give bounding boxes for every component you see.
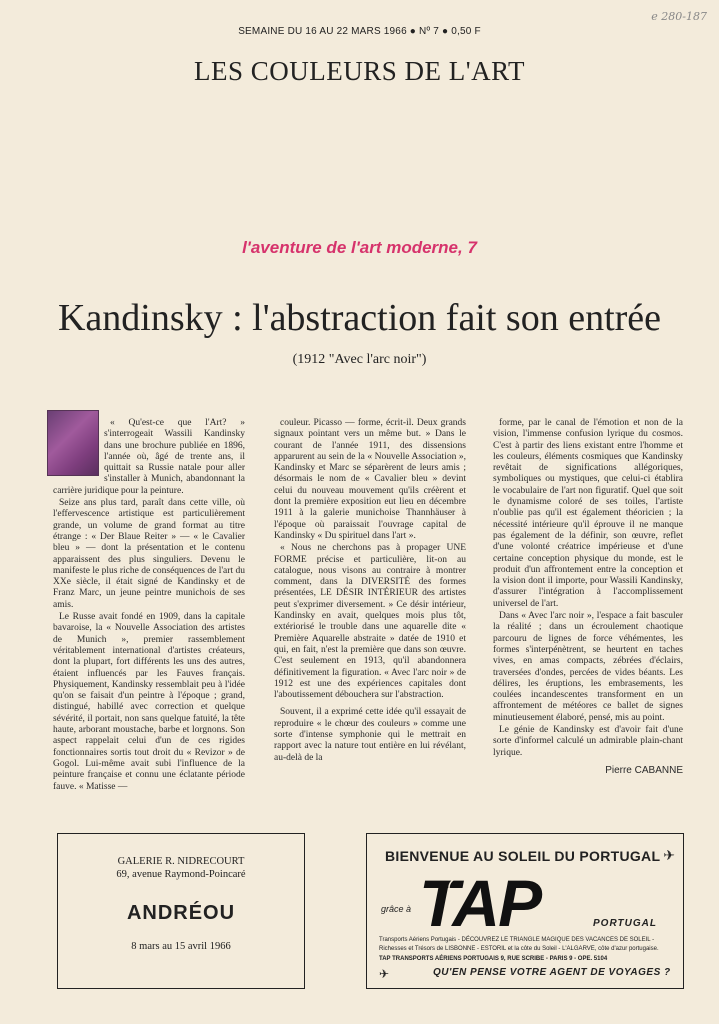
author-signature: Pierre CABANNE [605,764,683,776]
tap-advertisement [366,833,684,989]
paragraph: « Qu'est-ce que l'Art? » s'interrogeait Wassili Kandinsky dans une brochure publiée en 1896, l'année où, âgé de trente ans, il quittait sa Russie natale pour aller s'installer à Munich, abandonnant la carrière juridique pour la peinture. [53,418,245,496]
paragraph: forme, par le canal de l'émotion et non de la vision, l'immense confusion lyrique du cosmos. C'est à partir des liens existant entre l'homme et les couleurs, éléments cosmiques que Kandinsky revêtait de significations allégoriques, symboliques ou mystiques, que celui-ci établira le vocabulaire de l'art non figuratif. Quel que soit le dynamisme coloré de ses toiles, l'artiste n'oublie pas qu'il est également théoricien ; la nécessité intérieure qu'il éprouve il ne manque pas également de la définir, son œuvre, reflet d'une volonté créatrice impérieuse et d'une certaine conception physique du monde, est le produit d'un affrontement entre la conception et la vision dont il importe, pour Wassili Kandinsky, d'assurer l'intégration à l'accomplissement universel de l'art. [493,418,683,609]
paragraph: Souvent, il a exprimé cette idée qu'il essayait de reproduire « le chœur des couleurs » comme une sorte d'intense symphonie qui le mettrait en rapport avec la nature tout entière en lui révélant, au-delà de la [274,707,466,763]
exhibition-dates: 8 mars au 15 avril 1966 [131,941,231,952]
article-column-3 [493,418,683,776]
paragraph: Le génie de Kandinsky est d'avoir fait d'une sorte d'informel calculé un admirable plain-chant lyrique. [493,725,683,758]
paragraph: Le Russe avait fondé en 1909, dans la capitale bavaroise, la « Nouvelle Association des artistes de Munich », premier rassemblement véritablement international d'artistes créateurs, dont la plupart, fort différents les uns des autres, étaient influencés par les Fauves français. Physiquement, Kandinsky ressemblait peu à l'idée qu'on se faisait d'un peintre à l'époque ; grand, distingué, habillé avec correction et quelque sévérité, il portait, non sans quelque fatuité, la tête haute, arborant moustache, barbe et lorgnons. Son aspect rappelait celui d'un de ces rigides fonctionnaires sortis tout droit du « Revizor » de Gogol. Lui-même avait subi l'influence de la peinture française et connu une éclatante période fauve. « Matisse — [53,612,245,792]
tap-portugal: PORTUGAL [593,918,657,929]
masthead-title: LES COULEURS DE L'ART [194,56,525,86]
painting-thumbnail [47,410,99,476]
article-column-2 [274,418,466,764]
tap-slogan: QU'EN PENSE VOTRE AGENT DE VOYAGES ? [433,967,671,978]
series-title: l'aventure de l'art moderne, 7 [242,238,477,257]
tap-info-line: Transports Aériens Portugais - DÉCOUVREZ LE TRIANGLE MAGIQUE DES VACANCES DE SOLEIL - [379,937,655,943]
issue-line: SEMAINE DU 16 AU 22 MARS 1966 ● Nº 7 ● 0,50 F [238,26,481,37]
paragraph: couleur. Picasso — forme, écrit-il. Deux grands signaux pointant vers un même but. » Dans le courant de l'année 1911, des dissensions apparurent au sein de la « Nouvelle Association », Kandinsky et Marc se séparèrent de leurs amis ; désormais le nom de « Cavalier bleu » devint celui du nouveau mouvement qu'ils créèrent et dont la première exposition eut lieu en décembre 1911 à la galerie munichoise Thannhäuser à l'époque où paraissait l'ouvrage capital de Kandinsky « Du spirituel dans l'art ». [274,418,466,541]
gallery-advertisement [57,833,305,989]
tap-address-line: TAP TRANSPORTS AÉRIENS PORTUGAIS 9, RUE SCRIBE - PARIS 9 - OPE. 5104 [379,956,608,962]
paragraph: « Nous ne cherchons pas à propager UNE FORME précise et particulière, lit-on au catalogue, nous visons au contraire à montrer comment, dans la DIVERSITÉ des formes présentées, LE DÉSIR INTÉRIEUR des artistes peut s'exprimer diversement. » Ce désir intérieur, Kandinsky en avait, quelques mois plus tôt, extériorisé le trouble dans une aquarelle dite « Première Aquarelle abstraite » datée de 1910 et qui, en fait, n'est la première que dans son œuvre. C'est seulement en 1913, qu'il abandonnera définitivement la figuration. « Avec l'arc noir » de 1912 est une des expériences capitales dont l'aboutissement débouchera sur l'abstraction. [274,543,466,701]
article-column-1 [53,418,245,793]
headline: Kandinsky : l'abstraction fait son entrée [57,297,662,339]
tap-info-line: Richesses et Trésors de LISBONNE - ESTORIL et la côte du Soleil - L'ALGARVE, côte d'azur portugaise. [379,946,659,952]
airplane-icon: ✈ [663,847,675,863]
artist-name: ANDRÉOU [126,902,236,924]
pencil-note: e 280-187 [651,10,707,23]
subheadline: (1912 "Avec l'arc noir") [292,352,427,367]
tap-logo-text: TAP [419,870,541,932]
paragraph: Seize ans plus tard, paraît dans cette ville, où l'effervescence artistique est particulièrement grande, un volume de grand format au titre étrange : « Der Blaue Reiter » — « le Cavalier bleu » — dont la présentation et le contenu apparaissent des plus singuliers. Devenu le manifeste le plus riche de conséquences de l'art du XXe siècle, il était signé de Kandinsky et de Franz Marc, un jeune peintre munichois de ses amis. [53,498,245,610]
tap-headline: BIENVENUE AU SOLEIL DU PORTUGAL [385,848,661,864]
gallery-name: GALERIE R. NIDRECOURT [117,856,245,867]
airplane-icon: ✈ [379,967,390,981]
paragraph: Dans « Avec l'arc noir », l'espace a fait basculer la réalité ; dans un écroulement chaotique parcouru de lignes de force véhémentes, les formes s'interpénètrent, se heurtent en taches vives, en amas compacts, zébrées d'éclairs, traversées d'ondes, percées de vides béants. Les délires, les éruptions, les embrasements, les coulées incandescentes transforment en un affrontement de météores ce ballet de signes minutieusement élaboré, pensé, mis au point. [493,611,683,723]
gallery-address: 69, avenue Raymond-Poincaré [116,869,246,880]
tap-grace: grâce à [381,904,412,914]
